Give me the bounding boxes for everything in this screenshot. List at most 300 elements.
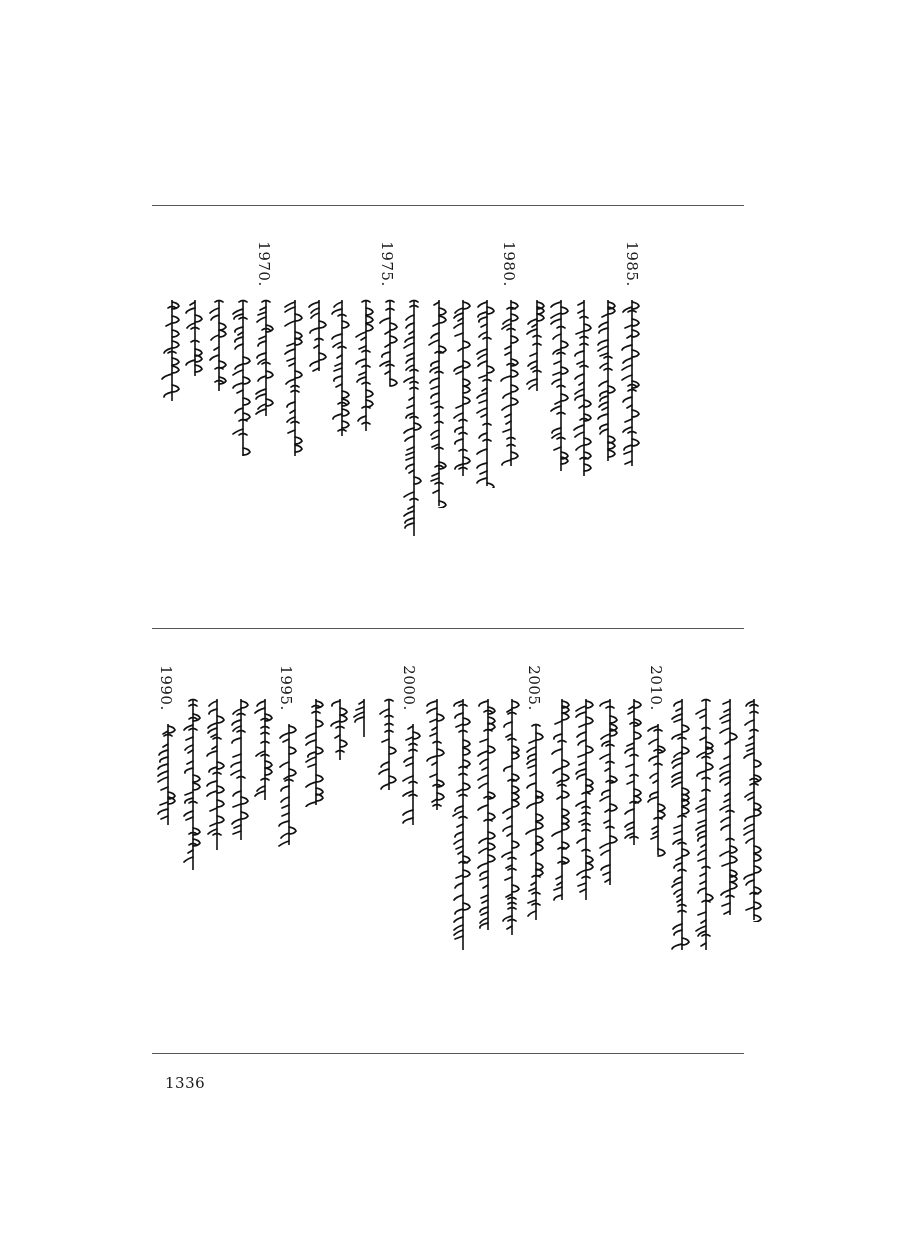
script-glyph-stroke	[745, 816, 754, 821]
script-glyph-stroke	[380, 318, 390, 323]
script-glyph-stroke	[479, 332, 487, 337]
script-glyph-stroke	[463, 718, 470, 725]
script-glyph-stroke	[463, 302, 470, 309]
script-glyphs	[423, 697, 447, 812]
script-glyph-stroke	[610, 716, 617, 723]
script-glyph-stroke	[455, 333, 463, 336]
script-glyph-stroke	[427, 708, 437, 713]
mongolian-script-line	[423, 697, 447, 812]
year-label: 1980.	[500, 241, 518, 287]
script-glyph-stroke	[632, 302, 639, 309]
script-glyph-stroke	[232, 738, 241, 743]
script-glyph-stroke	[562, 760, 569, 767]
script-glyph-stroke	[578, 883, 586, 886]
script-glyph-stroke	[673, 763, 682, 768]
script-glyph-stroke	[379, 769, 389, 774]
mongolian-script-line	[375, 697, 399, 792]
script-glyph-stroke	[625, 461, 632, 464]
script-glyph-stroke	[185, 768, 193, 773]
script-glyph-stroke	[511, 452, 518, 459]
script-glyph-stroke	[625, 809, 634, 814]
year-label: 2005.	[525, 665, 543, 711]
script-glyph-stroke	[578, 754, 586, 757]
mongolian-script-line	[229, 298, 253, 458]
script-glyph-stroke	[674, 889, 682, 894]
script-glyph-stroke	[745, 792, 754, 797]
script-glyph-stroke	[754, 846, 761, 853]
mongolian-script-line	[618, 298, 642, 468]
script-glyph-stroke	[721, 817, 730, 822]
script-glyph-stroke	[634, 732, 641, 739]
script-glyph-stroke	[403, 776, 413, 781]
script-glyph-stroke	[561, 341, 568, 348]
script-glyph-stroke	[482, 900, 488, 903]
script-glyph-stroke	[186, 737, 193, 740]
script-glyph-stroke	[280, 733, 289, 738]
script-glyph-stroke	[172, 316, 179, 323]
script-glyph-stroke	[488, 843, 495, 850]
script-glyph-stroke	[506, 734, 512, 737]
script-glyph-stroke	[623, 358, 632, 363]
script-glyph-stroke	[454, 925, 463, 930]
script-glyph-stroke	[487, 307, 494, 314]
script-glyph-stroke	[455, 439, 463, 444]
script-glyph-stroke	[463, 386, 470, 393]
script-glyph-stroke	[575, 432, 584, 437]
script-glyph-stroke	[579, 724, 586, 727]
mongolian-script-line	[154, 722, 178, 827]
script-glyph-stroke	[332, 309, 342, 314]
script-glyphs	[275, 722, 299, 847]
script-glyph-stroke	[160, 802, 168, 805]
script-glyph-stroke	[456, 846, 463, 849]
script-glyph-stroke	[432, 444, 439, 447]
script-glyph-stroke	[408, 506, 414, 509]
script-glyph-stroke	[730, 882, 737, 889]
script-glyph-stroke	[366, 308, 373, 315]
script-glyph-stroke	[562, 713, 569, 720]
script-glyph-stroke	[455, 883, 463, 888]
script-glyph-stroke	[720, 851, 730, 856]
script-glyph-stroke	[283, 739, 289, 742]
script-glyph-stroke	[219, 330, 226, 337]
script-glyphs	[158, 298, 182, 403]
script-glyph-stroke	[439, 316, 446, 323]
script-glyph-stroke	[672, 772, 682, 777]
script-glyph-stroke	[561, 367, 568, 374]
script-glyphs	[350, 697, 374, 739]
script-glyph-stroke	[158, 809, 168, 814]
script-glyph-stroke	[407, 353, 414, 356]
script-glyph-stroke	[356, 359, 366, 364]
script-glyph-stroke	[698, 850, 706, 855]
script-glyph-stroke	[600, 353, 608, 356]
script-glyph-stroke	[610, 804, 617, 811]
script-glyph-stroke	[722, 720, 730, 723]
script-glyph-stroke	[480, 739, 488, 742]
script-glyph-stroke	[488, 855, 495, 862]
script-glyph-stroke	[366, 316, 373, 323]
script-glyph-stroke	[285, 307, 295, 312]
script-glyph-stroke	[481, 324, 487, 327]
script-glyph-stroke	[160, 757, 168, 762]
script-glyph-stroke	[255, 708, 265, 713]
script-glyph-stroke	[455, 806, 463, 811]
script-glyph-stroke	[580, 889, 586, 892]
script-glyph-stroke	[575, 374, 584, 379]
script-glyph-stroke	[455, 832, 463, 837]
script-glyph-stroke	[600, 796, 610, 801]
script-glyph-stroke	[232, 819, 241, 824]
script-glyph-stroke	[241, 701, 248, 708]
script-glyph-stroke	[746, 838, 754, 843]
script-glyph-stroke	[455, 936, 463, 939]
script-glyph-stroke	[632, 439, 639, 446]
mongolian-script-line	[644, 722, 668, 857]
script-glyph-stroke	[334, 368, 342, 371]
script-glyph-stroke	[672, 782, 682, 787]
script-glyph-stroke	[316, 775, 323, 782]
script-glyph-stroke	[208, 728, 217, 733]
script-glyph-stroke	[625, 325, 632, 328]
script-glyph-stroke	[185, 792, 193, 795]
script-glyph-stroke	[744, 830, 754, 835]
script-glyphs	[251, 697, 275, 802]
script-glyph-stroke	[700, 873, 706, 876]
script-glyphs	[326, 697, 350, 762]
script-glyph-stroke	[279, 821, 289, 826]
script-glyph-stroke	[295, 437, 302, 444]
script-glyph-stroke	[754, 866, 761, 873]
script-glyph-stroke	[405, 523, 414, 528]
script-glyph-stroke	[455, 308, 463, 313]
script-glyph-stroke	[650, 792, 658, 797]
script-glyph-stroke	[746, 743, 754, 746]
script-glyph-stroke	[512, 786, 519, 793]
script-glyph-stroke	[724, 799, 730, 802]
script-glyph-stroke	[463, 397, 470, 404]
script-glyph-stroke	[551, 319, 561, 324]
script-glyph-stroke	[431, 361, 439, 366]
script-glyph-stroke	[744, 824, 754, 829]
script-glyph-stroke	[698, 858, 706, 861]
script-glyph-stroke	[674, 825, 682, 828]
script-glyph-stroke	[706, 763, 713, 770]
script-glyphs	[740, 697, 764, 922]
script-glyph-stroke	[700, 798, 706, 801]
script-glyph-stroke	[306, 733, 316, 738]
script-glyph-stroke	[700, 881, 706, 884]
script-glyph-stroke	[721, 890, 730, 895]
script-glyph-stroke	[553, 768, 562, 773]
script-glyph-stroke	[172, 385, 179, 392]
script-glyphs	[400, 298, 424, 538]
script-glyph-stroke	[553, 334, 561, 339]
script-glyph-stroke	[554, 361, 561, 364]
script-glyphs	[302, 697, 326, 807]
script-glyph-stroke	[720, 805, 730, 810]
script-glyph-stroke	[289, 726, 296, 733]
script-glyph-stroke	[172, 358, 179, 365]
year-label: 1990.	[157, 665, 175, 711]
script-glyph-stroke	[478, 751, 488, 756]
script-glyph-stroke	[551, 313, 561, 318]
script-glyph-stroke	[158, 771, 168, 776]
script-glyph-stroke	[511, 336, 518, 343]
script-glyph-stroke	[332, 701, 340, 706]
script-glyph-stroke	[651, 836, 658, 839]
script-glyph-stroke	[478, 805, 488, 810]
script-glyph-stroke	[512, 841, 519, 848]
script-glyph-stroke	[414, 477, 421, 484]
script-glyph-stroke	[575, 395, 584, 400]
script-glyph-stroke	[527, 329, 537, 334]
script-glyph-stroke	[355, 717, 364, 722]
mongolian-script-line	[594, 298, 618, 463]
script-glyph-stroke	[430, 733, 437, 736]
script-glyph-stroke	[265, 768, 272, 775]
script-glyph-stroke	[431, 393, 439, 398]
script-glyph-stroke	[627, 827, 634, 830]
script-glyph-stroke	[479, 433, 487, 438]
script-glyph-stroke	[479, 838, 488, 843]
script-glyph-stroke	[316, 794, 323, 801]
script-glyph-stroke	[219, 323, 226, 330]
script-glyph-stroke	[746, 907, 754, 910]
script-glyph-stroke	[479, 848, 488, 853]
mongolian-script-line	[740, 697, 764, 922]
script-glyph-stroke	[407, 405, 414, 408]
script-glyph-stroke	[648, 797, 658, 802]
script-glyph-stroke	[209, 767, 217, 772]
script-glyph-stroke	[512, 752, 519, 759]
script-glyph-stroke	[280, 762, 289, 767]
script-glyph-stroke	[673, 924, 682, 929]
script-glyph-stroke	[334, 302, 342, 307]
script-glyph-stroke	[279, 841, 289, 846]
script-glyph-stroke	[480, 907, 488, 912]
year-label: 2000.	[400, 665, 418, 711]
mongolian-script-line	[227, 697, 251, 842]
script-glyph-stroke	[527, 747, 536, 752]
script-glyph-stroke	[477, 463, 487, 468]
script-glyph-stroke	[319, 321, 326, 328]
script-glyph-stroke	[243, 398, 250, 405]
script-glyph-stroke	[259, 336, 266, 339]
script-glyph-stroke	[287, 343, 295, 346]
script-glyph-stroke	[217, 800, 224, 807]
script-glyph-stroke	[600, 754, 610, 759]
year-label: 1995.	[277, 665, 295, 711]
script-glyph-stroke	[480, 877, 488, 880]
script-glyph-stroke	[610, 836, 617, 843]
middle-divider	[152, 628, 744, 629]
script-glyph-stroke	[551, 406, 561, 411]
script-glyph-stroke	[406, 452, 414, 455]
script-glyph-stroke	[698, 912, 706, 915]
script-glyph-stroke	[697, 771, 706, 776]
script-glyph-stroke	[258, 341, 266, 346]
script-glyph-stroke	[529, 888, 536, 891]
script-glyph-stroke	[608, 450, 615, 457]
script-glyph-stroke	[193, 783, 200, 790]
script-glyph-stroke	[722, 903, 730, 906]
script-glyph-stroke	[463, 361, 470, 368]
script-glyph-stroke	[698, 820, 706, 823]
script-glyph-stroke	[747, 748, 754, 751]
script-glyph-stroke	[561, 394, 568, 401]
script-glyph-stroke	[406, 464, 414, 469]
script-glyph-stroke	[504, 766, 512, 771]
script-glyph-stroke	[576, 801, 586, 806]
script-glyph-stroke	[432, 436, 439, 439]
script-glyph-stroke	[676, 708, 682, 711]
script-glyph-stroke	[696, 804, 706, 809]
script-glyph-stroke	[556, 876, 562, 879]
script-glyph-stroke	[241, 812, 248, 819]
script-glyph-stroke	[256, 409, 266, 414]
script-glyph-stroke	[266, 371, 273, 378]
script-glyph-stroke	[463, 457, 470, 464]
script-glyph-stroke	[431, 430, 439, 435]
script-glyph-stroke	[512, 800, 519, 807]
script-glyph-stroke	[634, 789, 641, 796]
script-glyph-stroke	[331, 721, 340, 726]
script-glyph-stroke	[600, 424, 608, 429]
script-glyph-stroke	[431, 478, 439, 481]
mongolian-script-line	[181, 298, 205, 378]
script-glyph-stroke	[404, 511, 414, 516]
script-glyph-stroke	[506, 865, 512, 868]
year-label: 2010.	[647, 665, 665, 711]
script-glyph-stroke	[586, 785, 593, 792]
script-glyphs	[474, 697, 498, 932]
script-glyph-stroke	[405, 436, 414, 441]
mongolian-script-line	[498, 697, 522, 937]
script-glyph-stroke	[754, 809, 761, 816]
script-glyph-stroke	[700, 737, 706, 740]
script-glyph-stroke	[311, 308, 319, 313]
script-glyph-stroke	[354, 712, 364, 717]
script-glyph-stroke	[598, 346, 608, 351]
script-glyph-stroke	[698, 836, 706, 841]
script-glyph-stroke	[672, 882, 682, 887]
script-glyph-stroke	[159, 750, 168, 755]
script-glyph-stroke	[463, 783, 470, 790]
script-glyph-stroke	[311, 313, 319, 318]
script-glyph-stroke	[503, 319, 511, 324]
script-glyph-stroke	[579, 762, 586, 765]
script-glyph-stroke	[512, 885, 519, 892]
script-glyph-stroke	[406, 457, 414, 460]
script-glyph-stroke	[209, 709, 217, 714]
script-glyph-stroke	[404, 757, 413, 762]
script-glyph-stroke	[576, 706, 586, 711]
script-glyphs	[548, 697, 572, 902]
script-glyph-stroke	[256, 394, 266, 399]
script-glyph-stroke	[282, 805, 289, 808]
script-glyph-stroke	[577, 732, 586, 737]
script-glyphs	[399, 722, 423, 827]
script-glyph-stroke	[600, 396, 608, 401]
script-glyph-stroke	[427, 701, 437, 706]
script-glyph-stroke	[632, 410, 639, 417]
script-glyph-stroke	[578, 302, 584, 305]
script-glyph-stroke	[233, 370, 243, 375]
script-glyph-stroke	[479, 701, 488, 706]
script-glyph-stroke	[505, 352, 511, 355]
script-glyph-stroke	[746, 880, 754, 885]
script-glyph-stroke	[682, 938, 689, 945]
script-glyph-stroke	[335, 363, 342, 366]
script-glyph-stroke	[390, 336, 397, 343]
script-glyph-stroke	[308, 752, 316, 757]
script-glyph-stroke	[604, 820, 610, 823]
script-glyph-stroke	[730, 856, 737, 863]
script-glyph-stroke	[575, 389, 584, 394]
script-glyph-stroke	[403, 818, 413, 823]
script-glyph-stroke	[433, 323, 439, 326]
script-glyph-stroke	[390, 323, 397, 330]
script-glyph-stroke	[389, 747, 396, 754]
script-glyphs	[181, 298, 205, 378]
script-glyph-stroke	[455, 909, 463, 914]
script-glyph-stroke	[431, 401, 439, 404]
script-glyph-stroke	[390, 379, 397, 386]
script-glyph-stroke	[723, 701, 730, 704]
script-glyph-stroke	[184, 857, 193, 862]
script-glyph-stroke	[625, 748, 634, 753]
script-glyph-stroke	[561, 307, 568, 314]
script-glyph-stroke	[480, 918, 488, 923]
script-glyph-stroke	[340, 740, 347, 747]
script-glyph-stroke	[503, 808, 512, 813]
script-glyph-stroke	[454, 323, 463, 328]
script-glyph-stroke	[210, 808, 217, 811]
script-glyph-stroke	[161, 787, 168, 790]
script-glyph-stroke	[313, 368, 319, 371]
script-glyphs	[594, 298, 618, 463]
script-glyph-stroke	[463, 341, 470, 348]
script-glyph-stroke	[210, 355, 219, 360]
script-glyph-stroke	[526, 829, 536, 834]
script-glyphs	[375, 697, 399, 792]
script-glyphs	[596, 697, 620, 887]
script-glyph-stroke	[579, 819, 586, 822]
script-glyph-stroke	[234, 825, 241, 828]
script-glyph-stroke	[575, 351, 584, 356]
script-glyphs	[668, 697, 692, 952]
script-glyph-stroke	[652, 826, 658, 829]
script-glyph-stroke	[281, 786, 289, 791]
script-glyph-stroke	[555, 401, 561, 404]
script-glyph-stroke	[172, 330, 179, 337]
script-glyph-stroke	[503, 826, 512, 831]
script-glyph-stroke	[478, 361, 487, 366]
script-glyph-stroke	[554, 895, 562, 900]
script-glyph-stroke	[340, 715, 347, 722]
script-glyph-stroke	[358, 416, 366, 421]
script-glyph-stroke	[528, 361, 537, 366]
script-glyph-stroke	[404, 343, 414, 348]
script-glyph-stroke	[481, 895, 488, 898]
script-glyph-stroke	[623, 397, 632, 402]
script-glyph-stroke	[207, 791, 217, 796]
script-glyph-stroke	[682, 747, 689, 754]
script-glyph-stroke	[622, 365, 632, 370]
script-glyph-stroke	[457, 824, 463, 827]
script-glyph-stroke	[186, 308, 195, 313]
